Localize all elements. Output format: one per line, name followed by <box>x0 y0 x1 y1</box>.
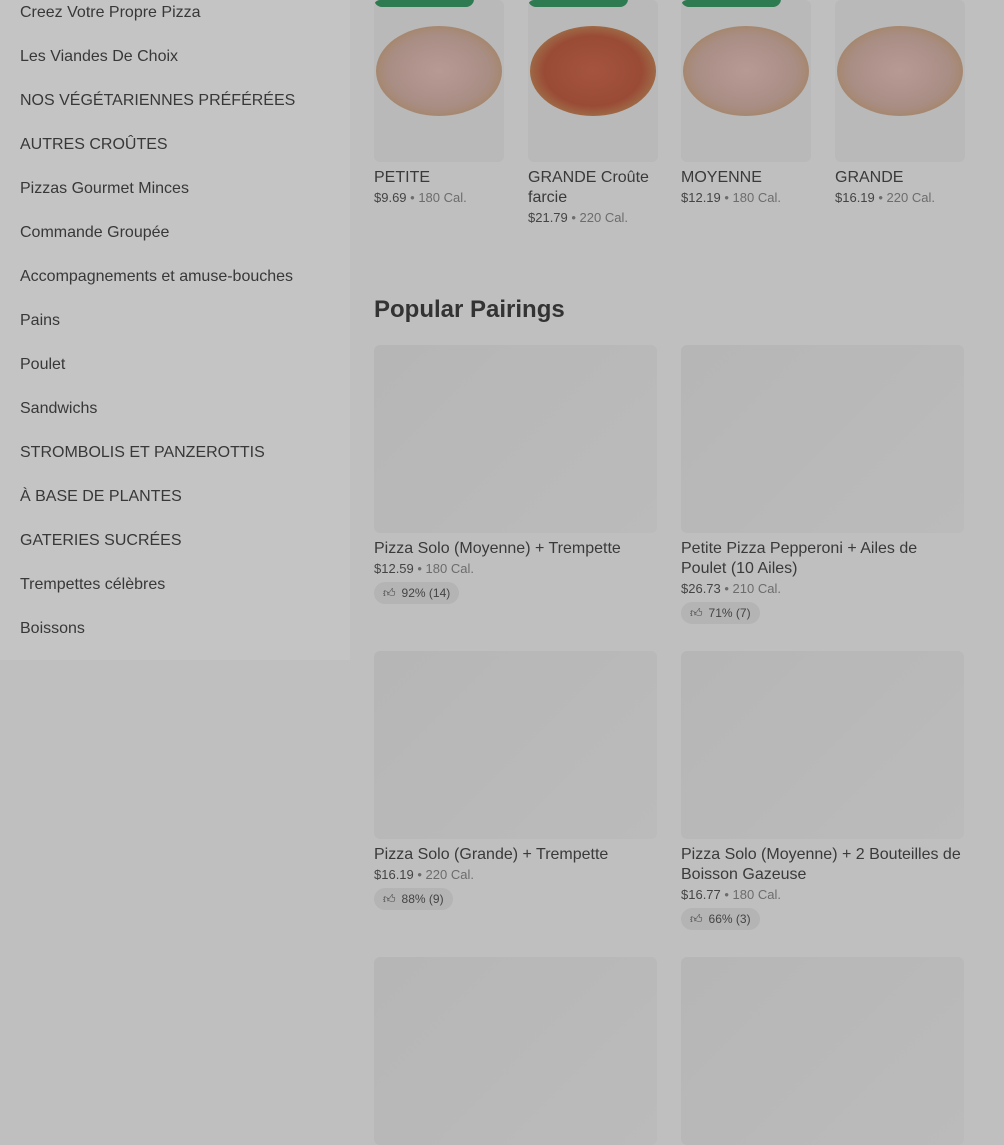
sidebar-item[interactable]: Les Viandes De Choix <box>20 48 179 65</box>
size-card[interactable]: GRANDE Croûte farcie $21.79 • 220 Cal. <box>528 0 658 225</box>
sidebar-item[interactable]: Boissons <box>20 620 85 637</box>
item-price: $16.19 <box>374 867 414 882</box>
sidebar-item[interactable]: GATERIES SUCRÉES <box>20 532 182 549</box>
item-image <box>374 345 657 533</box>
item-calories: 220 Cal. <box>579 210 628 225</box>
item-image <box>374 0 504 162</box>
item-image <box>681 957 964 1145</box>
item-name: Petite Pizza Pepperoni + Ailes de Poulet (10 Ailes) <box>681 540 918 577</box>
item-name: PETITE <box>374 169 431 186</box>
rating-badge <box>374 582 459 604</box>
sidebar-item[interactable]: À BASE DE PLANTES <box>20 488 182 505</box>
rating-badge <box>681 602 760 624</box>
item-calories: 210 Cal. <box>732 581 781 596</box>
section-title-popular-pairings: Popular Pairings <box>374 296 565 323</box>
sidebar-item[interactable]: Accompagnements et amuse-bouches <box>20 268 294 285</box>
item-name: Pizza Solo (Moyenne) + Trempette <box>374 540 621 557</box>
pizza-image <box>683 26 809 116</box>
item-image <box>528 0 658 162</box>
sidebar-item[interactable]: Pizzas Gourmet Minces <box>20 180 189 197</box>
rating-text: 92% (14) <box>401 586 451 600</box>
item-calories: 180 Cal. <box>732 190 781 205</box>
item-price: $26.73 <box>681 581 721 596</box>
item-price: $12.59 <box>374 561 414 576</box>
item-image <box>681 651 964 839</box>
sidebar-item[interactable]: Poulet <box>20 356 66 373</box>
rating-badge <box>374 888 453 910</box>
item-image <box>374 957 657 1145</box>
size-card[interactable]: MOYENNE $12.19 • 180 Cal. <box>681 0 811 205</box>
item-calories: 180 Cal. <box>425 561 474 576</box>
item-image <box>681 345 964 533</box>
item-calories: 220 Cal. <box>425 867 474 882</box>
item-price: $16.19 <box>835 190 875 205</box>
sidebar-item[interactable]: Pains <box>20 312 61 329</box>
item-image <box>681 0 811 162</box>
rating-text: 66% (3) <box>708 912 751 926</box>
rating-badge <box>681 908 760 930</box>
thumbs-up-icon: 👍︎ <box>690 605 703 620</box>
rating-text: 71% (7) <box>708 606 751 620</box>
item-name: Pizza Solo (Grande) + Trempette <box>374 846 609 863</box>
sidebar-item[interactable]: AUTRES CROÛTES <box>20 136 168 153</box>
pairing-card[interactable]: Petite Pizza Pepperoni + Ailes de Poulet (10 Ailes) $26.73 • 210 Cal. 👍︎ 71% (7) <box>681 345 964 624</box>
item-name: GRANDE <box>835 169 904 186</box>
category-sidebar <box>0 0 350 660</box>
sidebar-item[interactable]: NOS VÉGÉTARIENNES PRÉFÉRÉES <box>20 92 296 109</box>
item-name: GRANDE Croûte farcie <box>528 169 649 206</box>
item-name: Pizza Solo (Moyenne) + 2 Bouteilles de Boisson Gazeuse <box>681 846 961 883</box>
pairing-card[interactable]: Pizza Solo (Moyenne) + 2 Bouteilles de Boisson Gazeuse $16.77 • 180 Cal. 👍︎ 66% (3) <box>681 651 964 930</box>
badge-tag <box>374 0 474 7</box>
pairing-card[interactable] <box>374 957 657 1145</box>
item-name: MOYENNE <box>681 169 762 186</box>
pairing-card[interactable] <box>681 957 964 1145</box>
item-image <box>835 0 965 162</box>
item-price: $21.79 <box>528 210 568 225</box>
item-calories: 180 Cal. <box>732 887 781 902</box>
sidebar-item[interactable]: Creez Votre Propre Pizza <box>20 4 201 21</box>
badge-tag <box>528 0 628 7</box>
thumbs-up-icon: 👍︎ <box>383 891 396 906</box>
item-price: $9.69 <box>374 190 407 205</box>
item-price: $12.19 <box>681 190 721 205</box>
item-price: $16.77 <box>681 887 721 902</box>
item-image <box>374 651 657 839</box>
pizza-image <box>837 26 963 116</box>
thumbs-up-icon: 👍︎ <box>690 911 703 926</box>
item-calories: 180 Cal. <box>418 190 467 205</box>
pairing-card[interactable]: Pizza Solo (Grande) + Trempette $16.19 • 220 Cal. 👍︎ 88% (9) <box>374 651 657 910</box>
badge-tag <box>681 0 781 7</box>
pizza-image <box>376 26 502 116</box>
thumbs-up-icon: 👍︎ <box>383 585 396 600</box>
size-card[interactable]: PETITE $9.69 • 180 Cal. <box>374 0 504 205</box>
sidebar-item[interactable]: Trempettes célèbres <box>20 576 166 593</box>
size-card[interactable]: GRANDE $16.19 • 220 Cal. <box>835 0 965 205</box>
pizza-image <box>530 26 656 116</box>
sidebar-item[interactable]: Commande Groupée <box>20 224 170 241</box>
sidebar-item[interactable]: STROMBOLIS ET PANZEROTTIS <box>20 444 265 461</box>
rating-text: 88% (9) <box>401 892 444 906</box>
pairing-card[interactable]: Pizza Solo (Moyenne) + Trempette $12.59 • 180 Cal. 👍︎ 92% (14) <box>374 345 657 604</box>
sidebar-item[interactable]: Sandwichs <box>20 400 98 417</box>
item-calories: 220 Cal. <box>886 190 935 205</box>
